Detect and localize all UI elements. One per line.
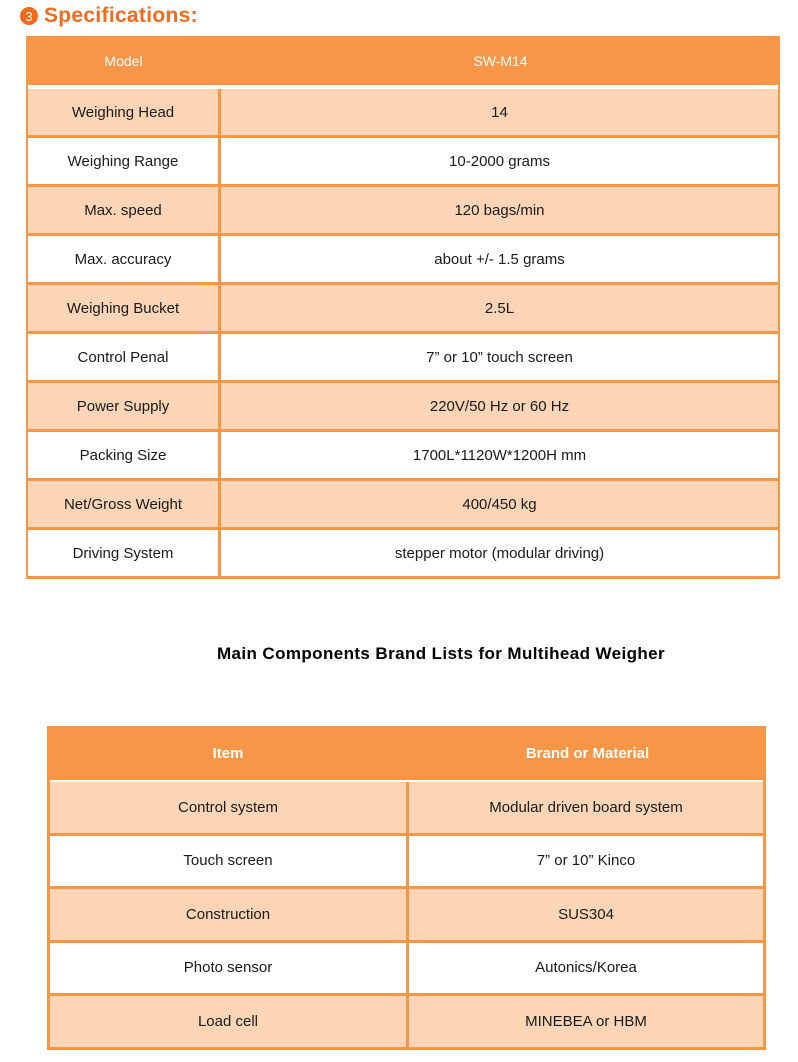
spec-label: Weighing Head [28, 89, 221, 135]
header-brand: Brand or Material [525, 744, 650, 762]
spec-value: 120 bags/min [454, 201, 545, 219]
specifications-table [26, 36, 780, 579]
spec-label: Packing Size [28, 432, 221, 478]
components-table-header [47, 726, 766, 780]
table-row [26, 89, 780, 138]
spec-label: Weighing Bucket [28, 285, 221, 331]
component-item: Control system [50, 782, 409, 833]
spec-label: Net/Gross Weight [28, 481, 221, 527]
table-row [47, 782, 766, 836]
header-item: Item [212, 744, 244, 762]
spec-label: Control Penal [28, 334, 221, 380]
spec-value: 10-2000 grams [449, 152, 550, 170]
spec-value: stepper motor (modular driving) [394, 544, 605, 562]
spec-value: 7” or 10” touch screen [426, 348, 573, 366]
table-row [26, 432, 780, 481]
table-row [26, 285, 780, 334]
table-row [47, 943, 766, 997]
component-item: Touch screen [50, 836, 409, 887]
table-row [26, 481, 780, 530]
component-item: Construction [50, 889, 409, 940]
components-table [47, 726, 766, 1050]
components-title: Main Components Brand Lists for Multihead Weigher [216, 644, 666, 663]
table-row [26, 187, 780, 236]
section-heading [20, 2, 198, 30]
spec-label: Driving System [28, 530, 221, 576]
component-brand: SUS304 [558, 905, 614, 923]
spec-label: Max. accuracy [28, 236, 221, 282]
table-row [26, 334, 780, 383]
spec-value: 400/450 kg [462, 495, 537, 513]
spec-header-model-value: SW-M14 [473, 52, 528, 69]
section-number-badge: 3 [20, 7, 38, 25]
spec-label: Weighing Range [28, 138, 221, 184]
spec-value: about +/- 1.5 grams [434, 250, 565, 268]
spec-value: 14 [491, 103, 508, 121]
spec-value: 2.5L [484, 299, 515, 317]
spec-value: 220V/50 Hz or 60 Hz [429, 397, 570, 415]
component-item: Photo sensor [50, 943, 409, 994]
component-brand: Modular driven board system [489, 798, 683, 816]
table-row [26, 530, 780, 579]
component-brand: 7” or 10” Kinco [536, 852, 636, 870]
table-row [47, 889, 766, 943]
spec-table-header [26, 36, 780, 85]
component-brand: Autonics/Korea [535, 959, 637, 977]
table-row [26, 138, 780, 187]
section-title: Specifications: [44, 4, 198, 27]
table-row [47, 836, 766, 890]
component-item: Load cell [50, 996, 409, 1047]
spec-label: Max. speed [28, 187, 221, 233]
spec-header-model-label: Model [104, 52, 143, 69]
table-row [47, 996, 766, 1050]
spec-label: Power Supply [28, 383, 221, 429]
table-row [26, 236, 780, 285]
spec-value: 1700L*1120W*1200H mm [412, 446, 587, 464]
table-row [26, 383, 780, 432]
component-brand: MINEBEA or HBM [525, 1012, 647, 1030]
